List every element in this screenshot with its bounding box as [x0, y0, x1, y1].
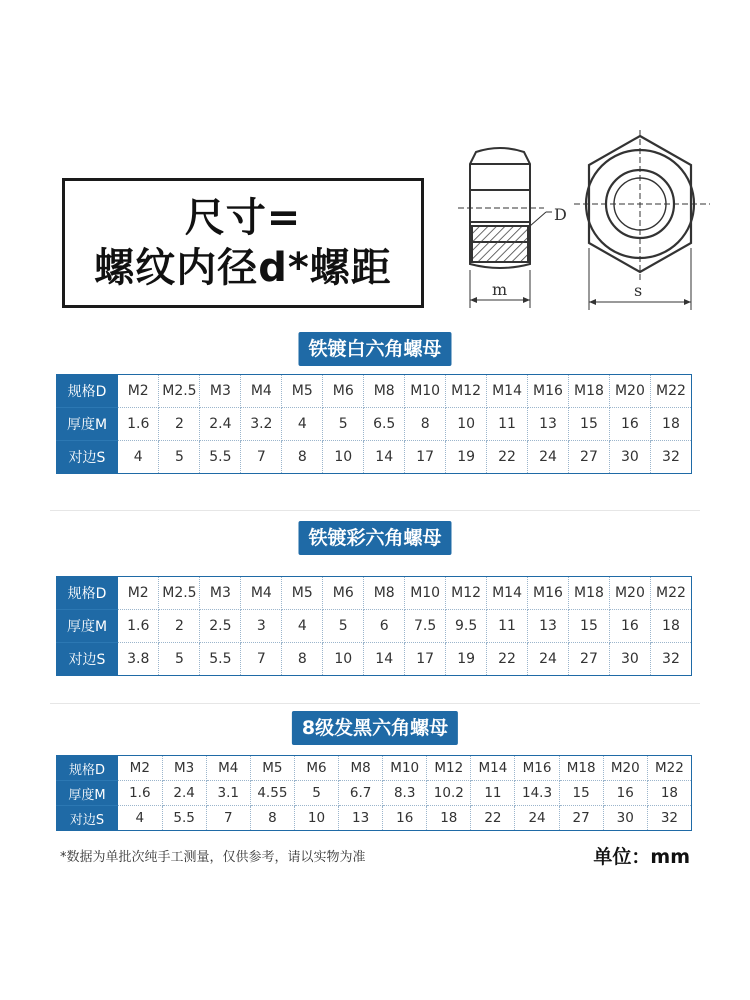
table-cell: 17 — [405, 441, 446, 474]
table-cell: M2 — [118, 756, 162, 781]
table-cell: 27 — [568, 643, 609, 676]
table-cell: 2.4 — [200, 408, 241, 441]
table-cell: M16 — [528, 577, 569, 610]
table-cell: 13 — [528, 408, 569, 441]
table-cell: M18 — [568, 577, 609, 610]
table-cell: 14 — [364, 643, 405, 676]
table-cell: 2 — [159, 408, 200, 441]
table-cell: 15 — [568, 610, 609, 643]
table-cell: 18 — [427, 806, 471, 831]
table-cell: M4 — [241, 577, 282, 610]
table-cell: 24 — [515, 806, 559, 831]
table-cell: 5 — [159, 643, 200, 676]
unit-label: 单位：mm — [593, 846, 690, 868]
table-cell: 5 — [323, 408, 364, 441]
table-cell: 5.5 — [162, 806, 206, 831]
table-cell: 8 — [282, 643, 323, 676]
table-cell: M14 — [487, 577, 528, 610]
table-cell: 3 — [241, 610, 282, 643]
hex-nut-diagram — [448, 130, 723, 320]
table-cell: 11 — [487, 408, 528, 441]
table-cell: 16 — [383, 806, 427, 831]
table-row-spec — [56, 756, 692, 781]
table-cell: 5 — [323, 610, 364, 643]
title-line-1: 尺寸= — [184, 195, 302, 241]
table-cell: M5 — [282, 577, 323, 610]
table-cell: M5 — [282, 375, 323, 408]
table-cell: 10.2 — [427, 781, 471, 806]
table-cell: 5.5 — [200, 643, 241, 676]
table-cell: 3.8 — [118, 643, 159, 676]
table-cell: 30 — [609, 441, 650, 474]
table-cell: M8 — [364, 375, 405, 408]
table-cell: 8 — [405, 408, 446, 441]
title-box — [62, 178, 424, 308]
table-cell: M12 — [427, 756, 471, 781]
table-cell: M12 — [446, 577, 487, 610]
row-header: 规格D — [56, 756, 118, 781]
table-cell: 6.5 — [364, 408, 405, 441]
table-cell: M3 — [200, 375, 241, 408]
table-cell: 11 — [487, 610, 528, 643]
table-cell: 11 — [471, 781, 515, 806]
row-header: 厚度M — [56, 781, 118, 806]
spec-table-black-oxide — [56, 755, 692, 831]
row-header: 规格D — [56, 375, 118, 408]
label-m: m — [492, 280, 508, 299]
table-cell: 1.6 — [118, 408, 159, 441]
table-cell: 32 — [650, 441, 691, 474]
table-cell: 5 — [159, 441, 200, 474]
section-heading-color-zinc: 铁镀彩六角螺母 — [298, 521, 451, 555]
table-cell: 27 — [568, 441, 609, 474]
table-cell: 14.3 — [515, 781, 559, 806]
table-cell: 18 — [650, 408, 691, 441]
table-cell: M10 — [405, 375, 446, 408]
table-cell: 27 — [559, 806, 603, 831]
table-row-thickness — [56, 781, 692, 806]
table-cell: 16 — [603, 781, 647, 806]
table-cell: 8.3 — [383, 781, 427, 806]
table-cell: 3.1 — [206, 781, 250, 806]
row-header: 对边S — [56, 806, 118, 831]
row-header: 规格D — [56, 577, 118, 610]
table-cell: M2.5 — [159, 375, 200, 408]
table-row-thickness — [56, 610, 692, 643]
table-cell: 1.6 — [118, 781, 162, 806]
table-cell: 16 — [609, 610, 650, 643]
row-header: 厚度M — [56, 408, 118, 441]
table-cell: 22 — [487, 643, 528, 676]
table-row-across-flats — [56, 441, 692, 474]
table-cell: 32 — [650, 643, 691, 676]
table-cell: 14 — [364, 441, 405, 474]
footnote: *数据为单批次纯手工测量，仅供参考，请以实物为准 — [60, 850, 366, 865]
table-cell: 22 — [471, 806, 515, 831]
table-cell: 2.5 — [200, 610, 241, 643]
label-d: D — [554, 205, 567, 224]
table-cell: 10 — [446, 408, 487, 441]
table-cell: M14 — [487, 375, 528, 408]
table-cell: 18 — [650, 610, 691, 643]
spec-table-color-zinc — [56, 576, 692, 676]
table-cell: M2.5 — [159, 577, 200, 610]
table-cell: 19 — [446, 643, 487, 676]
row-header: 厚度M — [56, 610, 118, 643]
table-cell: M10 — [383, 756, 427, 781]
table-cell: 3.2 — [241, 408, 282, 441]
table-cell: 13 — [339, 806, 383, 831]
table-cell: 2.4 — [162, 781, 206, 806]
table-cell: 10 — [323, 441, 364, 474]
table-cell: 24 — [528, 441, 569, 474]
table-cell: M8 — [339, 756, 383, 781]
table-cell: 22 — [487, 441, 528, 474]
label-s: s — [634, 281, 643, 300]
table-cell: M3 — [200, 577, 241, 610]
table-cell: M10 — [405, 577, 446, 610]
section-divider — [50, 703, 700, 704]
table-cell: 24 — [528, 643, 569, 676]
table-cell: 7.5 — [405, 610, 446, 643]
table-cell: M22 — [650, 375, 691, 408]
table-cell: 8 — [282, 441, 323, 474]
title-line-2: 螺纹内径d*螺距 — [94, 245, 392, 291]
spec-table-white-zinc — [56, 374, 692, 474]
table-row-across-flats — [56, 806, 692, 831]
table-cell: 10 — [294, 806, 338, 831]
row-header: 对边S — [56, 441, 118, 474]
table-cell: M20 — [603, 756, 647, 781]
table-cell: 18 — [647, 781, 691, 806]
table-cell: M20 — [609, 577, 650, 610]
table-cell: 15 — [559, 781, 603, 806]
table-cell: M20 — [609, 375, 650, 408]
table-cell: 30 — [609, 643, 650, 676]
table-cell: 30 — [603, 806, 647, 831]
row-header: 对边S — [56, 643, 118, 676]
table-cell: 8 — [250, 806, 294, 831]
table-row-across-flats — [56, 643, 692, 676]
table-cell: M3 — [162, 756, 206, 781]
table-cell: 2 — [159, 610, 200, 643]
section-heading-white-zinc: 铁镀白六角螺母 — [298, 332, 451, 366]
table-cell: 13 — [528, 610, 569, 643]
table-cell: 7 — [206, 806, 250, 831]
table-cell: 17 — [405, 643, 446, 676]
table-cell: M6 — [294, 756, 338, 781]
table-cell: M4 — [241, 375, 282, 408]
table-cell: M18 — [568, 375, 609, 408]
table-cell: 16 — [609, 408, 650, 441]
table-cell: 19 — [446, 441, 487, 474]
table-cell: M12 — [446, 375, 487, 408]
table-cell: M22 — [650, 577, 691, 610]
table-cell: M2 — [118, 577, 159, 610]
table-cell: 9.5 — [446, 610, 487, 643]
table-cell: M6 — [323, 375, 364, 408]
table-cell: 4 — [118, 806, 162, 831]
table-row-thickness — [56, 408, 692, 441]
table-cell: 4 — [282, 408, 323, 441]
table-row-spec — [56, 577, 692, 610]
table-cell: 5 — [294, 781, 338, 806]
section-divider — [50, 510, 700, 511]
table-cell: 4 — [118, 441, 159, 474]
table-cell: 7 — [241, 643, 282, 676]
table-cell: M6 — [323, 577, 364, 610]
table-cell: M4 — [206, 756, 250, 781]
table-cell: 10 — [323, 643, 364, 676]
table-cell: M22 — [647, 756, 691, 781]
table-cell: M5 — [250, 756, 294, 781]
table-cell: M16 — [528, 375, 569, 408]
table-cell: M14 — [471, 756, 515, 781]
table-cell: 1.6 — [118, 610, 159, 643]
table-cell: 6 — [364, 610, 405, 643]
table-cell: 7 — [241, 441, 282, 474]
table-row-spec — [56, 375, 692, 408]
section-heading-black-oxide: 8级发黑六角螺母 — [292, 711, 458, 745]
table-cell: 4.55 — [250, 781, 294, 806]
table-cell: 4 — [282, 610, 323, 643]
table-cell: 15 — [568, 408, 609, 441]
table-cell: 5.5 — [200, 441, 241, 474]
table-cell: 6.7 — [339, 781, 383, 806]
table-cell: M16 — [515, 756, 559, 781]
table-cell: M18 — [559, 756, 603, 781]
table-cell: 32 — [647, 806, 691, 831]
table-cell: M2 — [118, 375, 159, 408]
table-cell: M8 — [364, 577, 405, 610]
